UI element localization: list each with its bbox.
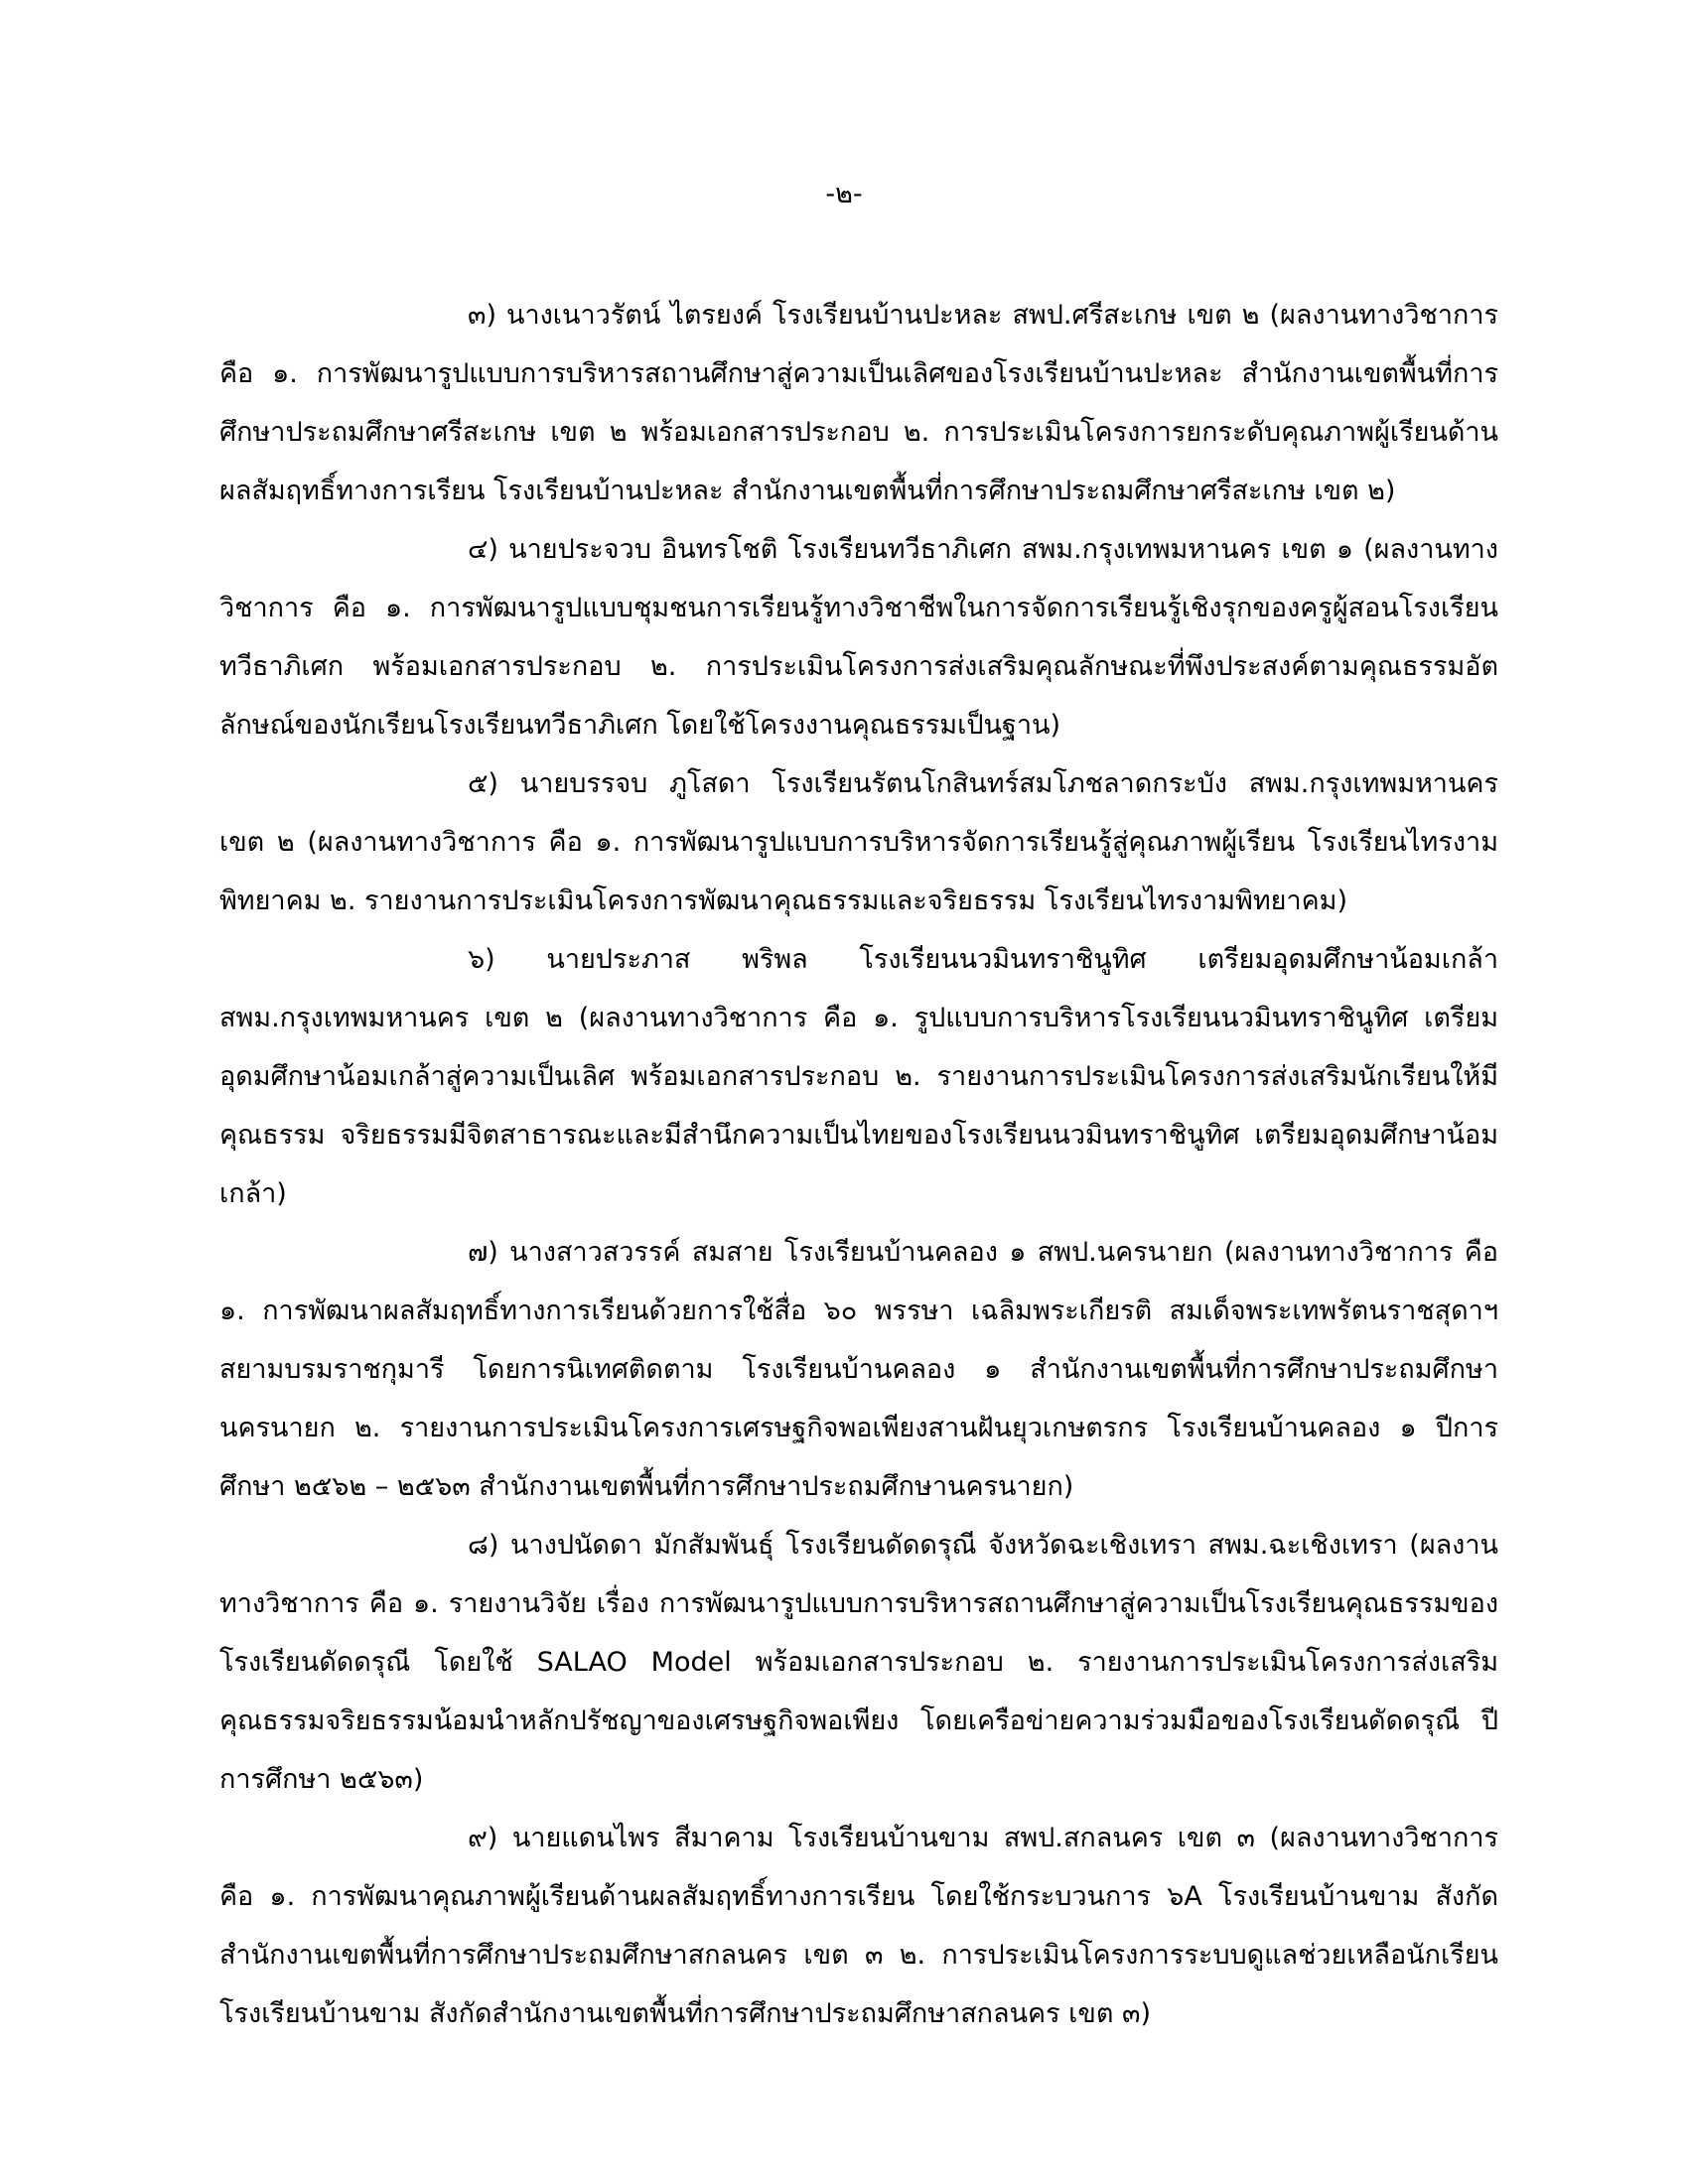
list-item: ๕) นายบรรจบ ภูโสดา โรงเรียนรัตนโกสินทร์สมโภชลาดกระบัง สพม.กรุงเทพมหานคร เขต ๒ (ผลงานทางวิชาการ คือ ๑. การพัฒนารูปแบบการบริหารจัดการเรียนรู้สู่คุณภาพผู้เรียน โรงเรียนไทรงามพิทยาคม ๒. รายงานการประเมินโครงการพัฒนาคุณธรรมและจริยธรรม โรงเรียนไทรงามพิทยาคม) [219,768,1498,916]
list-item: ๙) นายแดนไพร สีมาคาม โรงเรียนบ้านขาม สพป.สกลนคร เขต ๓ (ผลงานทางวิชาการ คือ ๑. การพัฒนาคุณภาพผู้เรียนด้านผลสัมฤทธิ์ทางการเรียน โดยใช้กระบวนการ ๖A โรงเรียนบ้านขาม สังกัดสำนักงานเขตพื้นที่การศึกษาประถมศึกษาสกลนคร เขต ๓ ๒. การประเมินโครงการระบบดูแลช่วยเหลือนักเรียนโรงเรียนบ้านขาม สังกัดสำนักงานเขตพื้นที่การศึกษาประถมศึกษาสกลนคร เขต ๓) [219,1823,1498,2029]
page-number: -๒- [825,179,863,209]
list-item: ๔) นายประจวบ อินทรโชติ โรงเรียนทวีธาภิเศก สพม.กรุงเทพมหานคร เขต ๑ (ผลงานทางวิชาการ คือ ๑. การพัฒนารูปแบบชุมชนการเรียนรู้ทางวิชาชีพในการจัดการเรียนรู้เชิงรุกของครูผู้สอนโรงเรียนทวีธาภิเศก พร้อมเอกสารประกอบ ๒. การประเมินโครงการส่งเสริมคุณลักษณะที่พึงประสงค์ตามคุณธรรมอัตลักษณ์ของนักเรียนโรงเรียนทวีธาภิเศก โดยใช้โครงงานคุณธรรมเป็นฐาน) [219,534,1498,741]
document-body [219,286,1498,2043]
list-item: ๘) นางปนัดดา มักสัมพันธุ์ โรงเรียนดัดดรุณี จังหวัดฉะเชิงเทรา สพม.ฉะเชิงเทรา (ผลงานทางวิชาการ คือ ๑. รายงานวิจัย เรื่อง การพัฒนารูปแบบการบริหารสถานศึกษาสู่ความเป็นโรงเรียนคุณธรรมของโรงเรียนดัดดรุณี โดยใช้ SALAO Model พร้อมเอกสารประกอบ ๒. รายงานการประเมินโครงการส่งเสริมคุณธรรมจริยธรรมน้อมนำหลักปรัชญาของเศรษฐกิจพอเพียง โดยเครือข่ายความร่วมมือของโรงเรียนดัดดรุณี ปีการศึกษา ๒๕๖๓) [219,1530,1498,1795]
list-item: ๓) นางเนาวรัตน์ ไตรยงค์ โรงเรียนบ้านปะหละ สพป.ศรีสะเกษ เขต ๒ (ผลงานทางวิชาการ คือ ๑. การพัฒนารูปแบบการบริหารสถานศึกษาสู่ความเป็นเลิศของโรงเรียนบ้านปะหละ สำนักงานเขตพื้นที่การศึกษาประถมศึกษาศรีสะเกษ เขต ๒ พร้อมเอกสารประกอบ ๒. การประเมินโครงการยกระดับคุณภาพผู้เรียนด้านผลสัมฤทธิ์ทางการเรียน โรงเรียนบ้านปะหละ สำนักงานเขตพื้นที่การศึกษาประถมศึกษาศรีสะเกษ เขต ๒) [219,300,1498,506]
list-item: ๗) นางสาวสวรรค์ สมสาย โรงเรียนบ้านคลอง ๑ สพป.นครนายก (ผลงานทางวิชาการ คือ ๑. การพัฒนาผลสัมฤทธิ์ทางการเรียนด้วยการใช้สื่อ ๖๐ พรรษา เฉลิมพระเกียรติ สมเด็จพระเทพรัตนราชสุดาฯ สยามบรมราชกุมารี โดยการนิเทศติดตาม โรงเรียนบ้านคลอง ๑ สำนักงานเขตพื้นที่การศึกษาประถมศึกษานครนายก ๒. รายงานการประเมินโครงการเศรษฐกิจพอเพียงสานฝันยุวเกษตรกร โรงเรียนบ้านคลอง ๑ ปีการศึกษา ๒๕๖๒ – ๒๕๖๓ สำนักงานเขตพื้นที่การศึกษาประถมศึกษานครนายก) [219,1237,1498,1502]
list-item: ๖) นายประภาส พริพล โรงเรียนนวมินทราชินูทิศ เตรียมอุดมศึกษาน้อมเกล้า สพม.กรุงเทพมหานคร เขต ๒ (ผลงานทางวิชาการ คือ ๑. รูปแบบการบริหารโรงเรียนนวมินทราชินูทิศ เตรียมอุดมศึกษาน้อมเกล้าสู่ความเป็นเลิศ พร้อมเอกสารประกอบ ๒. รายงานการประเมินโครงการส่งเสริมนักเรียนให้มีคุณธรรม จริยธรรมมีจิตสาธารณะและมีสำนึกความเป็นไทยของโรงเรียนนวมินทราชินูทิศ เตรียมอุดมศึกษาน้อมเกล้า) [219,944,1498,1209]
